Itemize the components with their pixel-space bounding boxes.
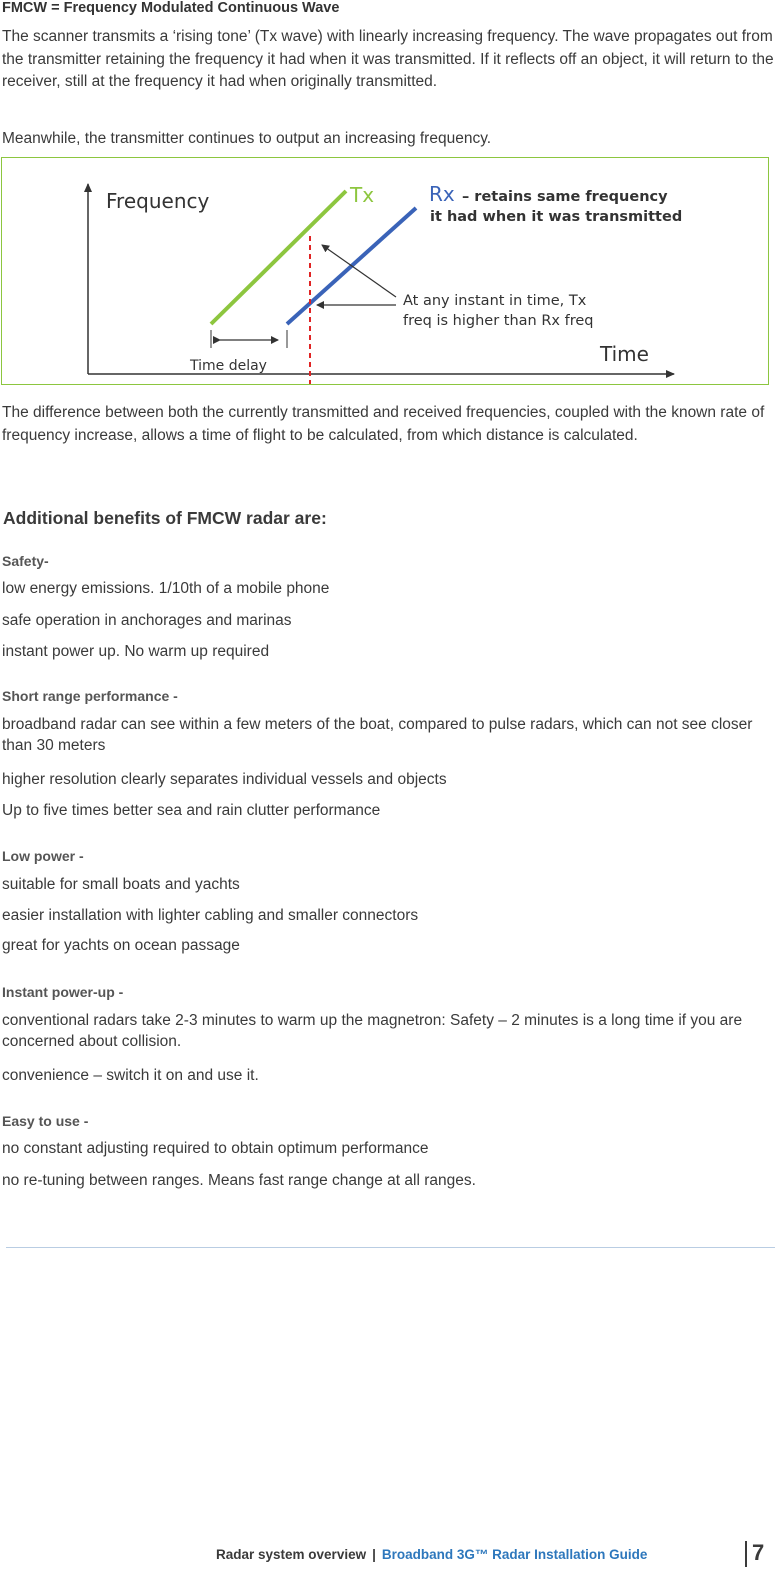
page-heading: FMCW = Frequency Modulated Continuous Wave — [2, 0, 340, 16]
footer-section: Radar system overview — [216, 1547, 367, 1562]
rx-note-line1: – retains same frequency — [462, 189, 668, 205]
safety-item-2: safe operation in anchorages and marinas — [2, 612, 292, 629]
rx-note-line2: it had when it was transmitted — [430, 209, 683, 225]
instant-note-line2: freq is higher than Rx freq — [403, 313, 594, 329]
x-axis-label: Time — [600, 342, 649, 366]
short-range-title: Short range performance - — [2, 688, 178, 704]
safety-title: Safety- — [2, 553, 49, 569]
instant-item-2: convenience – switch it on and use it. — [2, 1067, 259, 1084]
short-range-item-1: broadband radar can see within a few meters of the boat, compared to pulse radars, which can not see closer than 30 meters — [2, 716, 753, 754]
short-range-item-3: Up to five times better sea and rain clutter performance — [2, 802, 381, 819]
arrow-to-tx — [322, 245, 396, 297]
low-power-item-2: easier installation with lighter cabling and smaller connectors — [2, 907, 419, 924]
rx-label: Rx — [429, 182, 455, 206]
footer — [216, 1547, 647, 1562]
intro-paragraph-2: Meanwhile, the transmitter continues to output an increasing frequency. — [2, 130, 492, 147]
footer-separator: | — [372, 1547, 376, 1562]
easy-title: Easy to use - — [2, 1113, 89, 1129]
explanation-paragraph: The difference between both the currently transmitted and received frequencies, coupled with the known rate of frequency increase, allows a time of flight to be calculated, from which distance is calculated. — [2, 404, 765, 444]
easy-item-2: no re-tuning between ranges. Means fast range change at all ranges. — [2, 1172, 476, 1189]
page-number: 7 — [752, 1540, 765, 1565]
footer-divider — [6, 1247, 775, 1248]
instant-note-line1: At any instant in time, Tx — [403, 293, 587, 309]
low-power-item-1: suitable for small boats and yachts — [2, 876, 240, 893]
page-number-bar — [745, 1541, 747, 1567]
safety-item-3: instant power up. No warm up required — [2, 643, 270, 660]
benefits-title: Additional benefits of FMCW radar are: — [3, 508, 327, 528]
footer-guide-title: Broadband 3G™ Radar Installation Guide — [381, 1547, 648, 1562]
safety-item-1: low energy emissions. 1/10th of a mobile phone — [2, 580, 330, 597]
fmcw-diagram — [1, 157, 769, 385]
instant-title: Instant power-up - — [2, 984, 124, 1000]
easy-item-1: no constant adjusting required to obtain optimum performance — [2, 1140, 429, 1157]
low-power-item-3: great for yachts on ocean passage — [2, 937, 240, 954]
y-axis-label: Frequency — [106, 189, 210, 213]
tx-label: Tx — [350, 183, 375, 207]
short-range-item-2: higher resolution clearly separates individual vessels and objects — [2, 771, 447, 788]
intro-paragraph-1: The scanner transmits a ‘rising tone’ (Tx wave) with linearly increasing frequency. The wave propagates out from the transmitter retaining the frequency it had when it was transmitted. If it reflects off an object, it will return to the receiver, still at the frequency it had when originally transmitted. — [2, 28, 774, 90]
low-power-title: Low power - — [2, 848, 84, 864]
tx-line — [211, 191, 346, 324]
time-delay-label: Time delay — [190, 358, 267, 374]
instant-item-1: conventional radars take 2-3 minutes to warm up the magnetron: Safety – 2 minutes is a long time if you are concerned about collision. — [2, 1012, 743, 1050]
